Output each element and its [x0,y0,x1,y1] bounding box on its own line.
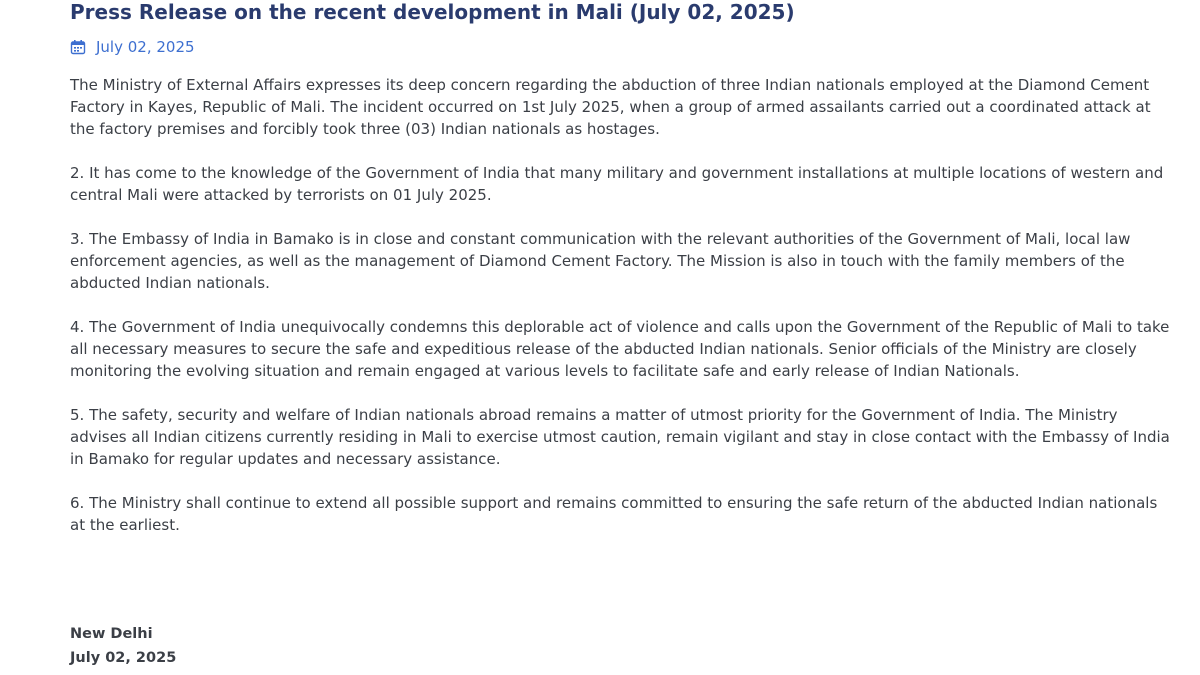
paragraph-6: 6. The Ministry shall continue to extend all possible support and remains committed to ensuring the safe return of the abducted Indian nationals at the earliest. [70,494,1158,534]
paragraph-5: 5. The safety, security and welfare of Indian nationals abroad remains a matter of utmost priority for the Government of India. The Ministry advises all Indian citizens currently residing in Mali to exercise utmost caution, remain vigilant and stay in close contact with the Embassy of India in Bamako for regular updates and necessary assistance. [70,406,1170,468]
paragraph-3: 3. The Embassy of India in Bamako is in close and constant communication with the relevant authorities of the Government of Mali, local law enforcement agencies, as well as the management of Diamond Cement Factory. The Mission is also in touch with the family members of the abducted Indian nationals. [70,230,1131,292]
press-release-body [70,74,1175,558]
signoff-date: July 02, 2025 [70,650,177,666]
paragraph-2: 2. It has come to the knowledge of the Government of India that many military and government installations at multiple locations of western and central Mali were attacked by terrorists on 01 July 2025. [70,164,1164,204]
signoff [70,622,176,670]
paragraph-4: 4. The Government of India unequivocally condemns this deplorable act of violence and calls upon the Government of the Republic of Mali to take all necessary measures to secure the safe and expeditious release of the abducted Indian nationals. Senior officials of the Ministry are closely monitoring the evolving situation and remain engaged at various levels to facilitate safe and early release of Indian Nationals. [70,318,1170,380]
signoff-place: New Delhi [70,626,153,642]
publish-date-text: July 02, 2025 [96,38,195,56]
calendar-icon [70,39,86,55]
publish-date [70,38,195,56]
paragraph-intro: The Ministry of External Affairs expresses its deep concern regarding the abduction of three Indian nationals employed at the Diamond Cement Factory in Kayes, Republic of Mali. The incident occurred on 1st July 2025, when a group of armed assailants carried out a coordinated attack at the factory premises and forcibly took three (03) Indian nationals as hostages. [70,76,1151,138]
page-title: Press Release on the recent development in Mali (July 02, 2025) [70,0,795,24]
